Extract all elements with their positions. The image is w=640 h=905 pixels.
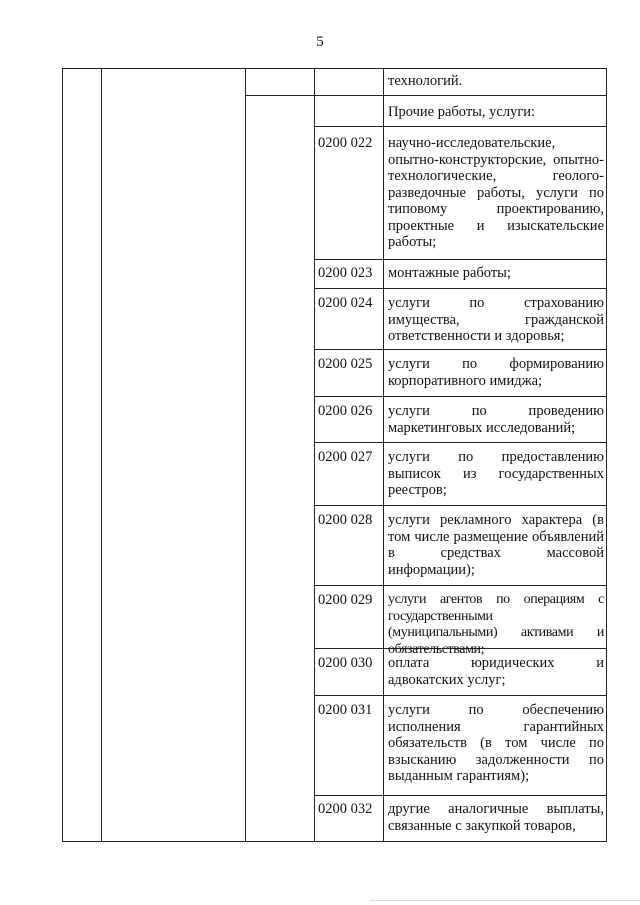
- row-code: 0200 031: [318, 702, 373, 718]
- row-code: 0200 030: [318, 655, 373, 671]
- row-divider: [314, 695, 607, 696]
- row-text: другие аналогичные выплаты, связанные с закупкой товаров,: [388, 801, 604, 834]
- column-divider-1: [101, 68, 102, 842]
- row-text: услуги рекламного характера (в том числе размещение объявлений в средствах массовой информации);: [388, 512, 604, 578]
- row-divider: [314, 442, 607, 443]
- row-divider: [245, 95, 607, 96]
- row-code: 0200 023: [318, 265, 373, 281]
- row-text: услуги по формированию корпоративного имиджа;: [388, 356, 604, 389]
- row-divider: [314, 126, 607, 127]
- row-divider: [314, 795, 607, 796]
- row-code: 0200 032: [318, 801, 373, 817]
- row-code: 0200 022: [318, 135, 373, 151]
- page-number: 5: [316, 34, 324, 50]
- row-divider: [314, 259, 607, 260]
- row-text: оплата юридических и адвокатских услуг;: [388, 655, 604, 688]
- row-divider: [314, 349, 607, 350]
- row-text: технологий.: [388, 73, 463, 89]
- row-code: 0200 028: [318, 512, 373, 528]
- column-divider-4: [383, 68, 384, 842]
- row-text: монтажные работы;: [388, 265, 511, 281]
- row-text: услуги по проведению маркетинговых исследований;: [388, 403, 604, 436]
- row-text: услуги по предоставлению выписок из государственных реестров;: [388, 449, 604, 498]
- row-text: услуги по обеспечению исполнения гарантийных обязательств (в том числе по взысканию задолженности по выданным гарантиям);: [388, 702, 604, 784]
- row-text: научно-исследовательские, опытно-конструкторские, опытно-технологические, геолого-разведочные работы, услуги по типовому проектированию, проектные и изыскательские работы;: [388, 135, 604, 250]
- row-code: 0200 029: [318, 592, 373, 608]
- scan-edge: [370, 900, 640, 901]
- row-divider: [314, 505, 607, 506]
- row-divider: [314, 585, 607, 586]
- column-divider-3: [314, 68, 315, 842]
- row-code: 0200 024: [318, 295, 373, 311]
- row-divider: [314, 396, 607, 397]
- row-code: 0200 026: [318, 403, 373, 419]
- row-text: услуги по страхованию имущества, гражданской ответственности и здоровья;: [388, 295, 604, 344]
- column-divider-2: [245, 68, 246, 842]
- row-code: 0200 027: [318, 449, 373, 465]
- row-text: услуги агентов по операциям с государственными (муниципальными) активами и обязательствами;: [388, 592, 604, 657]
- row-divider: [314, 288, 607, 289]
- row-text: Прочие работы, услуги:: [388, 104, 536, 120]
- row-code: 0200 025: [318, 356, 373, 372]
